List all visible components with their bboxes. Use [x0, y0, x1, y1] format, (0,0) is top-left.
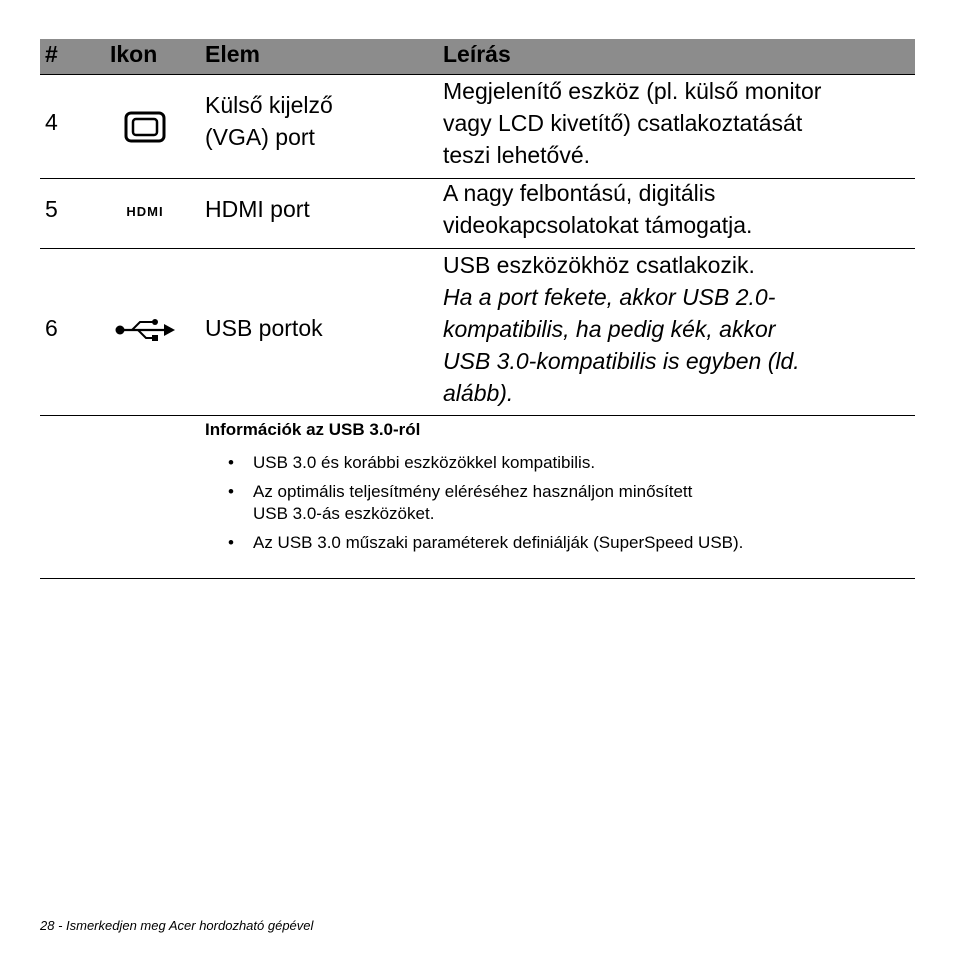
header-icon: Ikon	[110, 41, 158, 67]
row-element: HDMI port	[205, 196, 310, 222]
list-item: • Az USB 3.0 műszaki paraméterek definiálják (SuperSpeed USB).	[228, 533, 744, 552]
row-element: USB portok	[205, 315, 323, 341]
usb3-info-note	[40, 416, 915, 579]
table-row	[40, 249, 915, 416]
page-footer: 28 - Ismerkedjen meg Acer hordozható gépével	[40, 918, 314, 933]
table-row	[40, 179, 915, 249]
row-description: Megjelenítő eszköz (pl. külső monitor vagy LCD kivetítő) csatlakoztatását teszi lehetővé.	[443, 78, 822, 168]
table-row	[40, 75, 915, 179]
row-description: USB eszközökhöz csatlakozik. Ha a port fekete, akkor USB 2.0- kompatibilis, ha pedig kék, akkor USB 3.0-kompatibilis is egyben (ld. alább).	[443, 252, 800, 406]
row-number: 4	[45, 109, 58, 135]
note-bullets	[226, 452, 916, 561]
header-description: Leírás	[443, 41, 511, 67]
list-item: • Az optimális teljesítmény eléréséhez használjon minősített USB 3.0-ás eszközöket.	[228, 482, 693, 523]
table-header	[40, 39, 915, 75]
svg-text:HDMI: HDMI	[126, 205, 164, 217]
row-number: 6	[45, 315, 58, 341]
note-title: Információk az USB 3.0-ról	[205, 420, 421, 439]
row-number: 5	[45, 196, 58, 222]
bullet-icon: •	[228, 453, 234, 472]
vga-port-icon	[110, 111, 180, 143]
ports-table	[40, 39, 915, 579]
list-item: • USB 3.0 és korábbi eszközökkel kompatibilis.	[228, 453, 596, 472]
header-element: Elem	[205, 41, 260, 67]
usb-icon	[110, 318, 180, 342]
hdmi-icon	[110, 205, 180, 217]
row-element: Külső kijelző (VGA) port	[205, 92, 333, 150]
header-num: #	[45, 41, 58, 67]
bullet-icon: •	[228, 533, 234, 552]
bullet-icon: •	[228, 482, 234, 501]
row-description: A nagy felbontású, digitális videokapcsolatokat támogatja.	[443, 180, 753, 238]
